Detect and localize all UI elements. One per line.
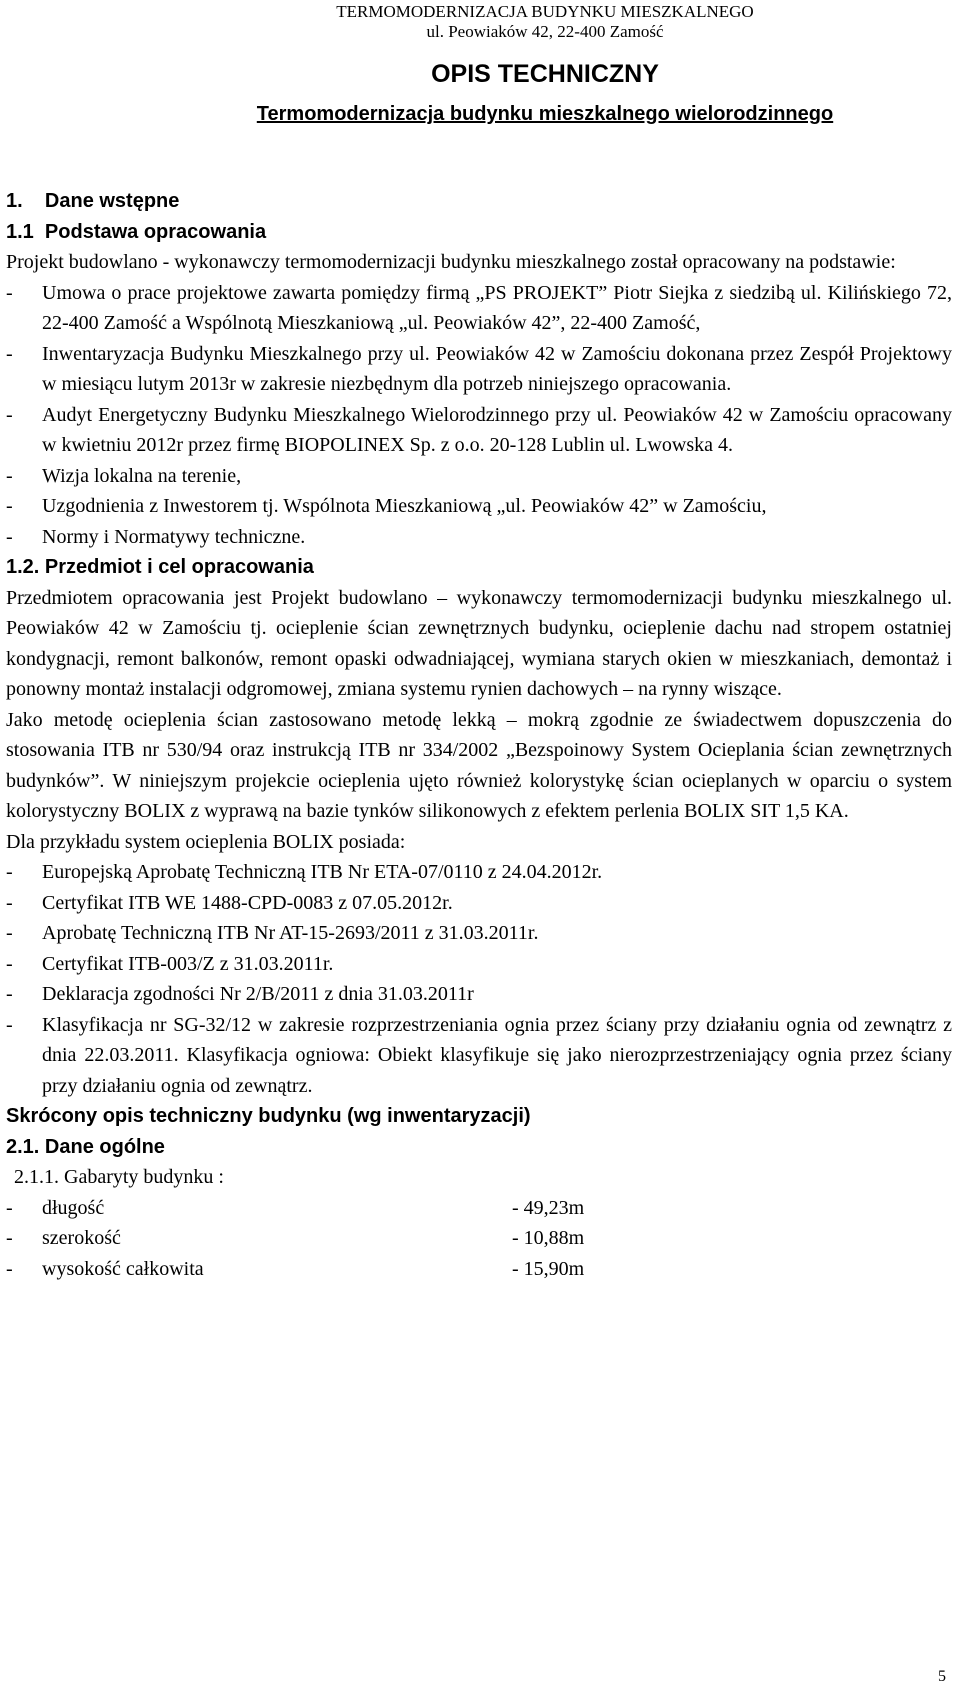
- basis-list: [6, 278, 952, 553]
- section-1-1-heading: 1.1 Podstawa opracowania: [6, 220, 267, 243]
- dimension-row: - wysokość całkowita - 15,90m: [6, 1257, 585, 1280]
- dimension-row: - szerokość - 10,88m: [6, 1227, 585, 1249]
- intro-paragraph: Projekt budowlano - wykonawczy termomodernizacji budynku mieszkalnego został opracowany na podstawie:: [6, 251, 896, 273]
- paragraph-certs-intro: Dla przykładu system ocieplenia BOLIX posiada:: [6, 830, 406, 853]
- section-1-2-heading: 1.2. Przedmiot i cel opracowania: [6, 556, 314, 578]
- list-item: - Klasyfikacja nr SG-32/12 w zakresie rozprzestrzeniania ognia przez ściany przy działaniu ognia od zewnątrz z dnia 22.03.2011. Klasyfikacja ogniowa: Obiekt klasyfikuje się jako nierozprzestrzeniający ognia przez ściany przy działaniu ognia od zewnątrz.: [6, 1013, 952, 1097]
- list-item: - Wizja lokalna na terenie,: [6, 464, 242, 487]
- section-2-heading: Skrócony opis techniczny budynku (wg inwentaryzacji): [6, 1105, 531, 1127]
- list-item: - Uzgodnienia z Inwestorem tj. Wspólnota Mieszkaniową „ul. Peowiaków 42” w Zamościu,: [6, 495, 767, 517]
- section-2-1-heading: 2.1. Dane ogólne: [6, 1135, 165, 1158]
- header-line-2: ul. Peowiaków 42, 22-400 Zamość: [426, 22, 664, 41]
- list-item: - Certyfikat ITB-003/Z z 31.03.2011r.: [6, 952, 334, 975]
- list-item: - Certyfikat ITB WE 1488-CPD-0083 z 07.05.2012r.: [6, 891, 453, 914]
- list-item: - Audyt Energetyczny Budynku Mieszkalnego Wielorodzinnego przy ul. Peowiaków 42 w Zamościu opracowany w kwietniu 2012r przez firmę BIOPOLINEX Sp. z o.o. 20-128 Lublin ul. Lwowska 4.: [6, 403, 952, 456]
- paragraph-scope: Przedmiotem opracowania jest Projekt budowlano – wykonawczy termomodernizacji budynku mieszkalnego ul. Peowiaków 42 w Zamościu tj. ocieplenie ścian zewnętrznych budynku, ocieplenie dachu nad stropem ostatniej kondygnacji, remont balkonów, remont opaski odwadniającej, wymiana starych okien w mieszkaniach, demontaż i ponowny montaż instalacji odgromowej, zmiana systemu rynien dachowych – na rynny wiszące.: [6, 586, 952, 700]
- list-item: - Europejską Aprobatę Techniczną ITB Nr ETA-07/0110 z 24.04.2012r.: [6, 861, 603, 883]
- list-item: - Umowa o prace projektowe zawarta pomiędzy firmą „PS PROJEKT” Piotr Siejka z siedzibą ul. Kilińskiego 72, 22-400 Zamość a Wspólnotą Mieszkaniową „ul. Peowiaków 42”, 22-400 Zamość,: [6, 281, 952, 334]
- section-1-heading: 1. Dane wstępne: [6, 190, 180, 212]
- section-2-1-1-heading: 2.1.1. Gabaryty budynku :: [14, 1166, 224, 1188]
- list-item: - Normy i Normatywy techniczne.: [6, 525, 306, 548]
- paragraph-method: Jako metodę ocieplenia ścian zastosowano metodę lekką – mokrą zgodnie ze świadectwem dopuszczenia do stosowania ITB nr 530/94 oraz instrukcją ITB nr 334/2002 „Bezspoinowy System Ocieplania ścian zewnętrznych budynków”. W niniejszym projekcie ocieplenia ujęto również kolorystykę ścian ocieplanych w oparciu o system kolorystyczny BOLIX z wyprawą na bazie tynków silikonowych z efektem perlenia BOLIX SIT 1,5 KA.: [6, 708, 952, 822]
- page-number: 5: [938, 1667, 946, 1685]
- dimensions-list: [6, 1193, 952, 1285]
- certificates-list: [6, 857, 952, 1101]
- header-line-1: TERMOMODERNIZACJA BUDYNKU MIESZKALNEGO: [336, 2, 754, 21]
- list-item: - Aprobatę Techniczną ITB Nr AT-15-2693/2011 z 31.03.2011r.: [6, 922, 539, 944]
- document-body: [6, 186, 952, 1284]
- dimension-row: - długość - 49,23m: [6, 1196, 585, 1219]
- page-header: [0, 0, 960, 42]
- list-item: - Inwentaryzacja Budynku Mieszkalnego przy ul. Peowiaków 42 w Zamościu dokonana przez Zespół Projektowy w miesiącu lutym 2013r w zakresie niezbędnym dla potrzeb niniejszego opracowania.: [6, 342, 952, 395]
- document-subtitle: Termomodernizacja budynku mieszkalnego wielorodzinnego: [256, 103, 834, 125]
- list-item: - Deklaracja zgodności Nr 2/B/2011 z dnia 31.03.2011r: [6, 983, 474, 1005]
- document-title: OPIS TECHNICZNY: [431, 60, 659, 88]
